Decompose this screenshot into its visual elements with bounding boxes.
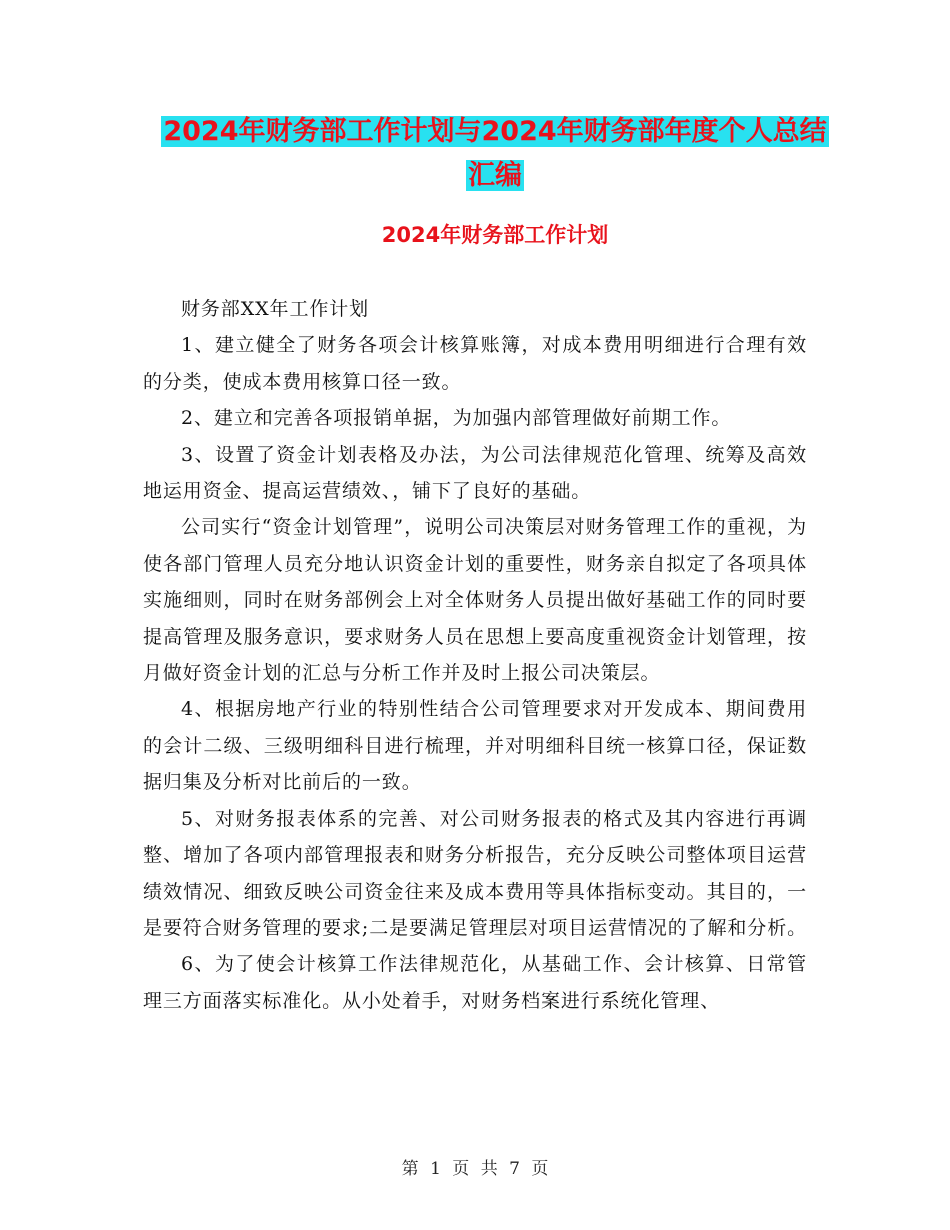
paragraph: 1、建立健全了财务各项会计核算账簿，对成本费用明细进行合理有效的分类，使成本费用核算口径一致。 (143, 334, 807, 393)
document-body (143, 291, 807, 1019)
paragraph: 6、为了使会计核算工作法律规范化，从基础工作、会计核算、日常管理三方面落实标准化。从小处着手，对财务档案进行系统化管理、 (143, 953, 807, 1012)
page-number: 第 1 页 共 7 页 (401, 1159, 549, 1179)
paragraph: 4、根据房地产行业的特别性结合公司管理要求对开发成本、期间费用的会计二级、三级明细科目进行梳理，并对明细科目统一核算口径，保证数据归集及分析对比前后的一致。 (143, 698, 807, 794)
section-title: 2024年财务部工作计划 (381, 223, 609, 247)
paragraph: 3、设置了资金计划表格及办法，为公司法律规范化管理、统筹及高效地运用资金、提高运营绩效、，铺下了良好的基础。 (143, 443, 807, 503)
paragraph: 财务部XX年工作计划 (181, 298, 370, 320)
paragraph: 2、建立和完善各项报销单据，为加强内部管理做好前期工作。 (181, 407, 732, 430)
document-title-line2: 汇编 (468, 160, 522, 191)
paragraph: 5、对财务报表体系的完善、对公司财务报表的格式及其内容进行再调整、增加了各项内部管理报表和财务分析报告，充分反映公司整体项目运营绩效情况、细致反映公司资金往来及成本费用等具体指标变动。其目的，一是要符合财务管理的要求;二是要满足管理层对项目运营情况的了解和分析。 (143, 807, 808, 939)
paragraph: 公司实行“资金计划管理”，说明公司决策层对财务管理工作的重视，为使各部门管理人员充分地认识资金计划的重要性，财务亲自拟定了各项具体实施细则，同时在财务部例会上对全体财务人员提出做好基础工作的同时要提高管理及服务意识，要求财务人员在思想上要高度重视资金计划管理，按月做好资金计划的汇总与分析工作并及时上报公司决策层。 (143, 516, 807, 685)
document-title-line1: 2024年财务部工作计划与2024年财务部年度个人总结 (163, 116, 827, 147)
document-title (140, 110, 850, 198)
